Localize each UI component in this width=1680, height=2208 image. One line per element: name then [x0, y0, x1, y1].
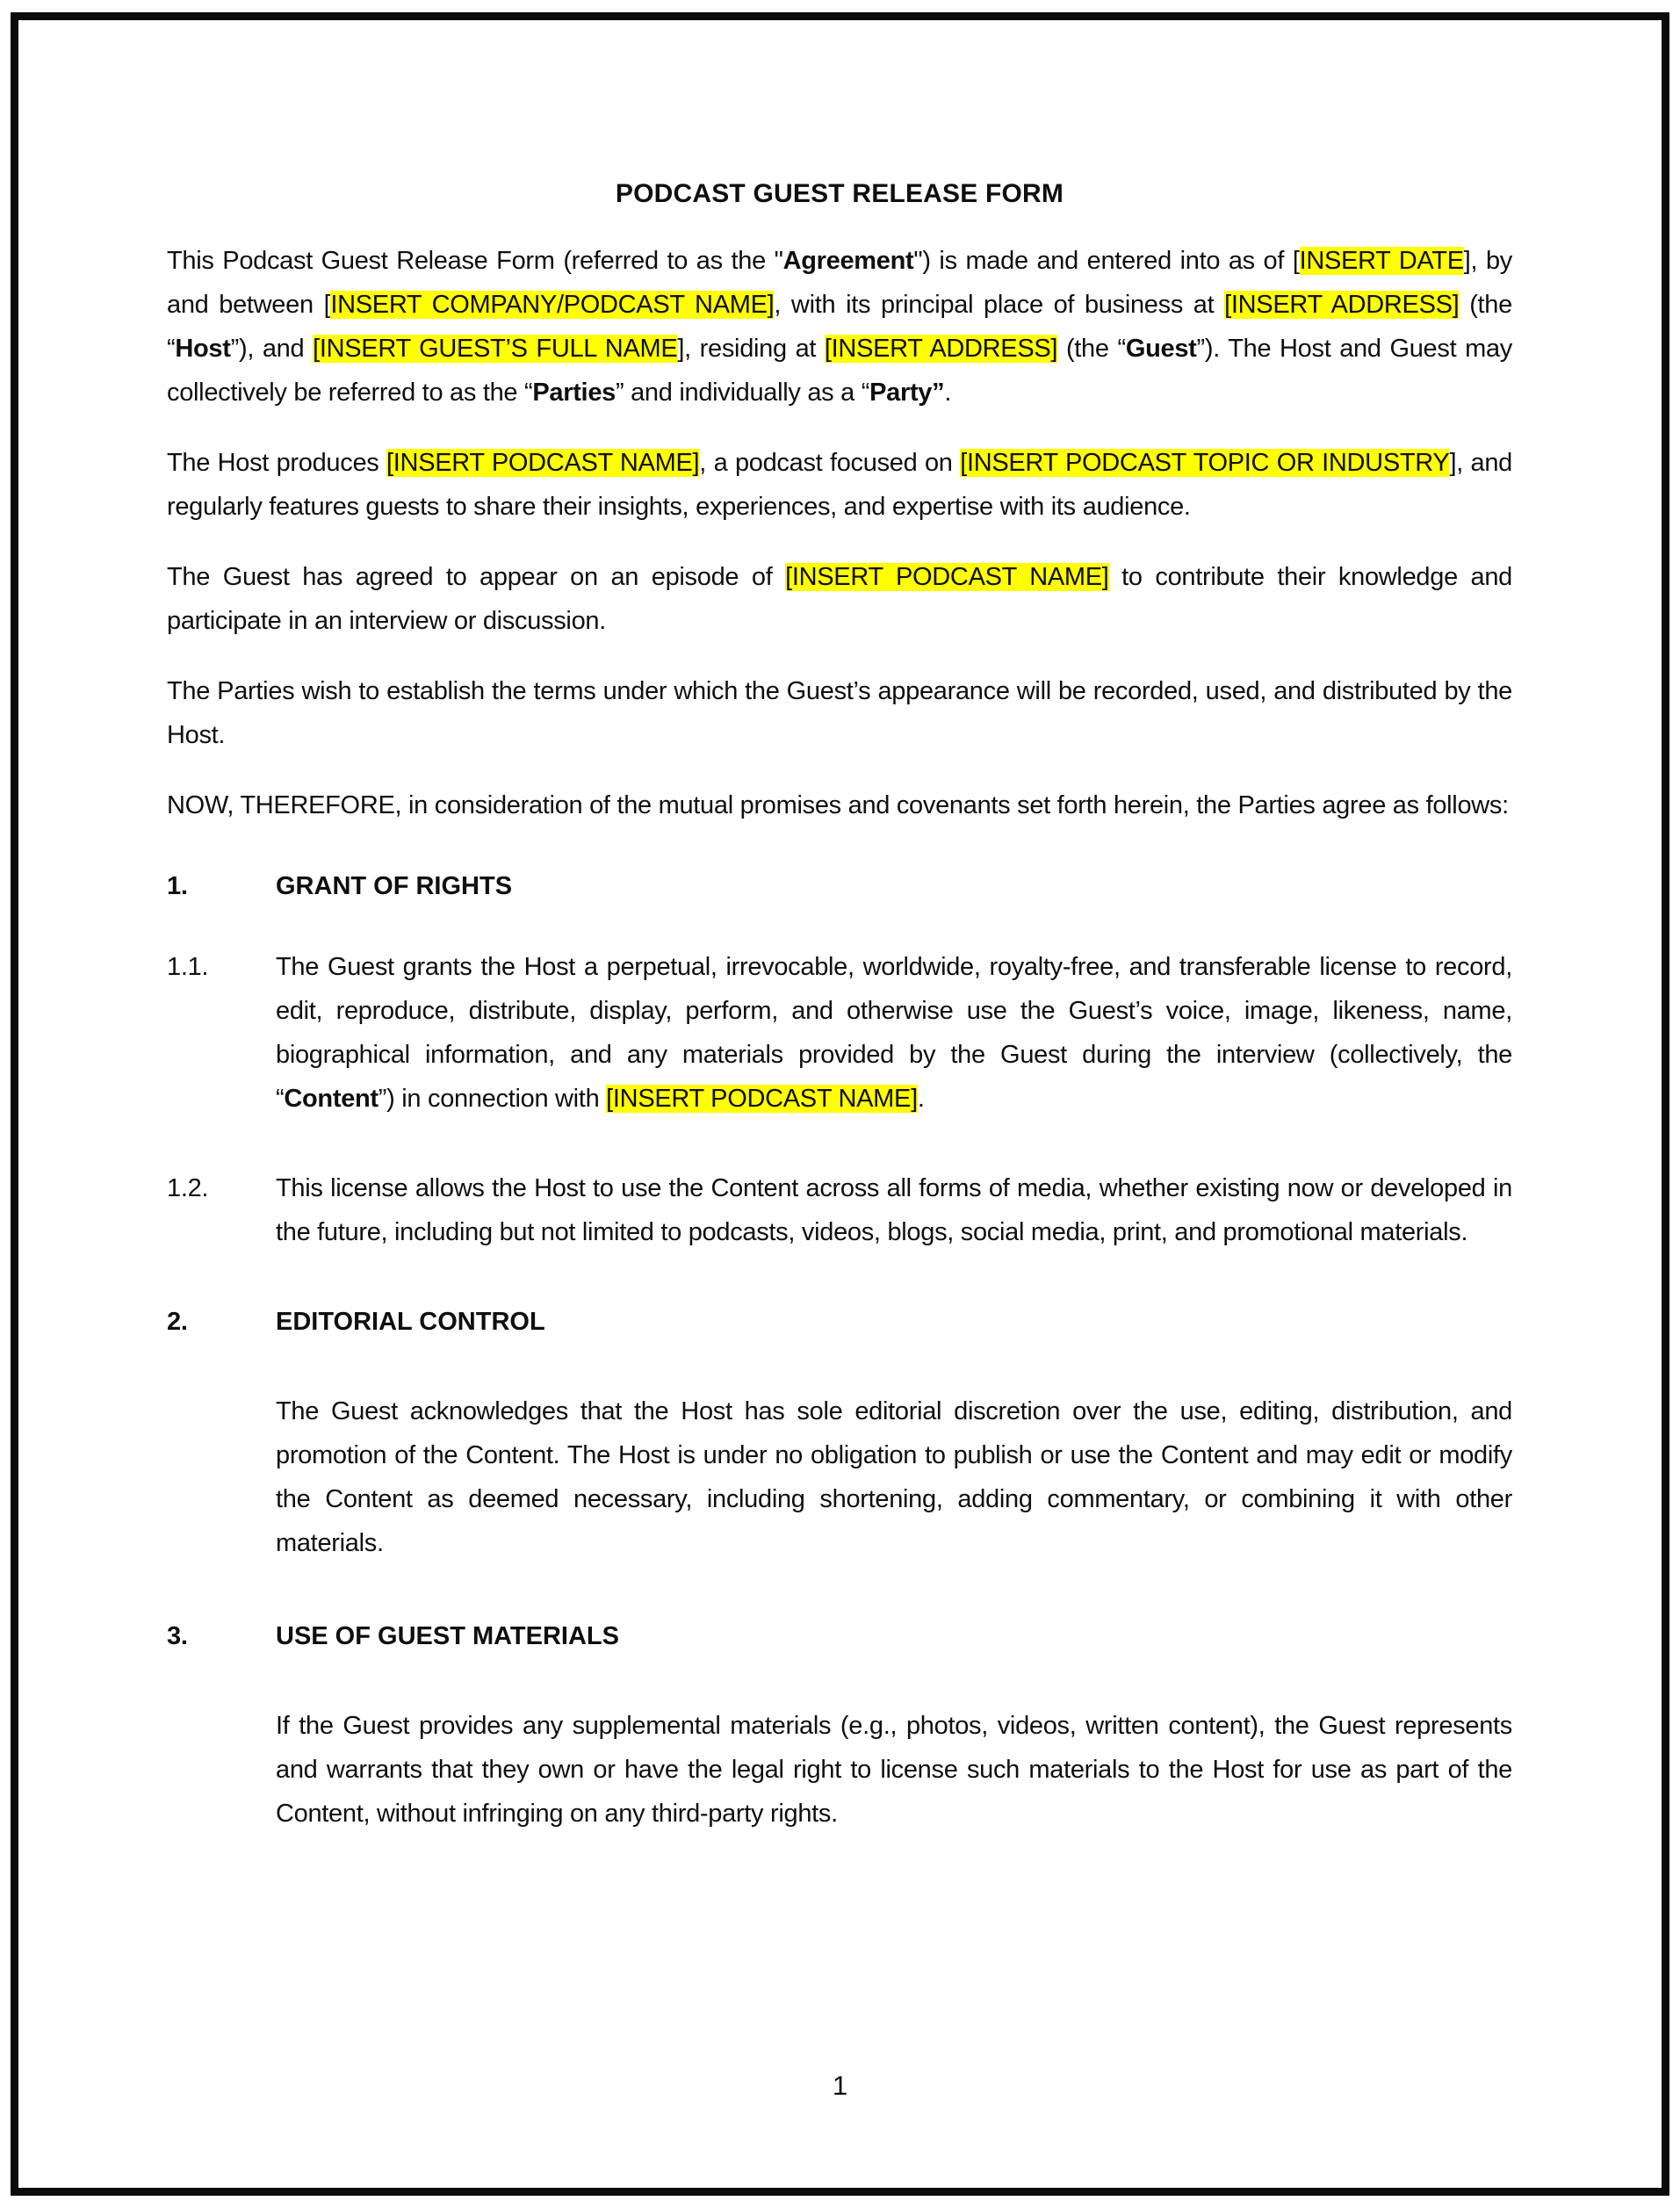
text-segment: . — [944, 379, 952, 407]
clause-1-1-number: 1.1. — [167, 953, 209, 981]
text-segment: ], by and between [ — [167, 247, 1512, 319]
placeholder-highlight: [INSERT PODCAST TOPIC OR INDUSTRY — [960, 449, 1450, 477]
recital-host-produces — [167, 441, 1512, 529]
text-segment: ”) in connection with — [378, 1085, 607, 1113]
text-segment: ") is made and entered into as of [ — [913, 247, 1300, 275]
text-segment: ], and regularly features guests to share their insights, experiences, and expertise with its audience. — [167, 449, 1512, 521]
section-1-title: GRANT OF RIGHTS — [276, 872, 513, 900]
text-segment: ”). The Host and Guest may collectively be referred to as the “ — [167, 335, 1512, 407]
page-number: 1 — [832, 2070, 848, 2101]
placeholder-highlight: [INSERT PODCAST NAME] — [606, 1085, 918, 1113]
clause-1-1 — [167, 945, 1512, 1121]
text-segment: (the “ — [1057, 335, 1126, 363]
placeholder-highlight: INSERT DATE — [1299, 247, 1464, 275]
recital-parties-wish — [167, 669, 1512, 757]
text-segment: Guest — [1125, 335, 1197, 363]
text-segment: ], residing at — [677, 335, 825, 363]
text-segment: , a podcast focused on — [699, 449, 961, 477]
document-content — [167, 172, 1512, 1836]
placeholder-highlight: [INSERT ADDRESS] — [1224, 291, 1460, 319]
clause-1-1-text — [276, 945, 1512, 1121]
section-3-heading — [167, 1614, 1512, 1658]
text-segment: Host — [175, 335, 231, 363]
placeholder-highlight: [INSERT GUEST’S FULL NAME — [313, 335, 678, 363]
section-2-number: 2. — [167, 1308, 188, 1336]
text-segment: If the Guest provides any supplemental materials (e.g., photos, videos, written content), the Guest represents and warrants that they own or have the legal right to license such materials to the Host for use as part of the Content, without infringing on any third-party rights. — [276, 1712, 1512, 1828]
text-segment: to contribute their knowledge and participate in an interview or discussion. — [167, 563, 1513, 635]
text-segment: . — [917, 1085, 925, 1113]
now-therefore-paragraph — [167, 783, 1512, 827]
section-1-number: 1. — [167, 872, 188, 900]
text-segment: NOW, THEREFORE, in consideration of the mutual promises and covenants set forth herein, the Parties agree as follows: — [167, 791, 1509, 819]
text-segment: ”), and — [230, 335, 314, 363]
text-segment: ” and individually as a “ — [615, 379, 870, 407]
section-3-title: USE OF GUEST MATERIALS — [276, 1622, 619, 1650]
text-segment: The Host produces — [167, 449, 387, 477]
text-segment: (the “ — [167, 291, 1512, 363]
section-2-body — [167, 1389, 1512, 1565]
text-segment: Agreement — [782, 247, 914, 275]
section-2-heading — [167, 1300, 1512, 1344]
section-1-heading — [167, 864, 1512, 908]
placeholder-highlight: [INSERT PODCAST NAME] — [386, 449, 700, 477]
placeholder-highlight: [INSERT PODCAST NAME] — [785, 563, 1109, 591]
text-segment: The Parties wish to establish the terms under which the Guest’s appearance will be recorded, used, and distributed by the Host. — [167, 677, 1512, 749]
text-segment: The Guest acknowledges that the Host has sole editorial discretion over the use, editing, distribution, and promotion of the Content. The Host is under no obligation to publish or use the Content and may edit or modify the Content as deemed necessary, including shortening, adding commentary, or combining it with other materials. — [276, 1397, 1512, 1557]
text-segment: Party” — [869, 379, 945, 407]
text-segment: The Guest grants the Host a perpetual, irrevocable, worldwide, royalty-free, and transferable license to record, edit, reproduce, distribute, display, perform, and otherwise use the Guest’s voice, image, likeness, name, biographical information, and any materials provided by the Guest during the interview (collectively, the “ — [276, 953, 1512, 1113]
text-segment: The Guest has agreed to appear on an episode of — [167, 563, 786, 591]
section-3-body — [167, 1704, 1512, 1836]
placeholder-highlight: [INSERT ADDRESS] — [824, 335, 1058, 363]
recital-guest-agreed — [167, 555, 1512, 643]
text-segment: Content — [284, 1085, 379, 1113]
text-segment: This license allows the Host to use the Content across all forms of media, whether existing now or developed in the future, including but not limited to podcasts, videos, blogs, social media, print, and promotional materials. — [276, 1174, 1512, 1246]
text-segment: , with its principal place of business at — [774, 291, 1225, 319]
placeholder-highlight: INSERT COMPANY/PODCAST NAME] — [330, 291, 775, 319]
clause-1-2 — [167, 1166, 1512, 1254]
section-3-number: 3. — [167, 1622, 188, 1650]
intro-paragraph — [167, 239, 1512, 415]
document-title: PODCAST GUEST RELEASE FORM — [615, 179, 1064, 208]
section-2-title: EDITORIAL CONTROL — [276, 1308, 545, 1336]
text-segment: Parties — [532, 379, 616, 407]
text-segment: This Podcast Guest Release Form (referred to as the " — [167, 247, 783, 275]
clause-1-2-number: 1.2. — [167, 1174, 209, 1202]
clause-1-2-text — [276, 1166, 1512, 1254]
